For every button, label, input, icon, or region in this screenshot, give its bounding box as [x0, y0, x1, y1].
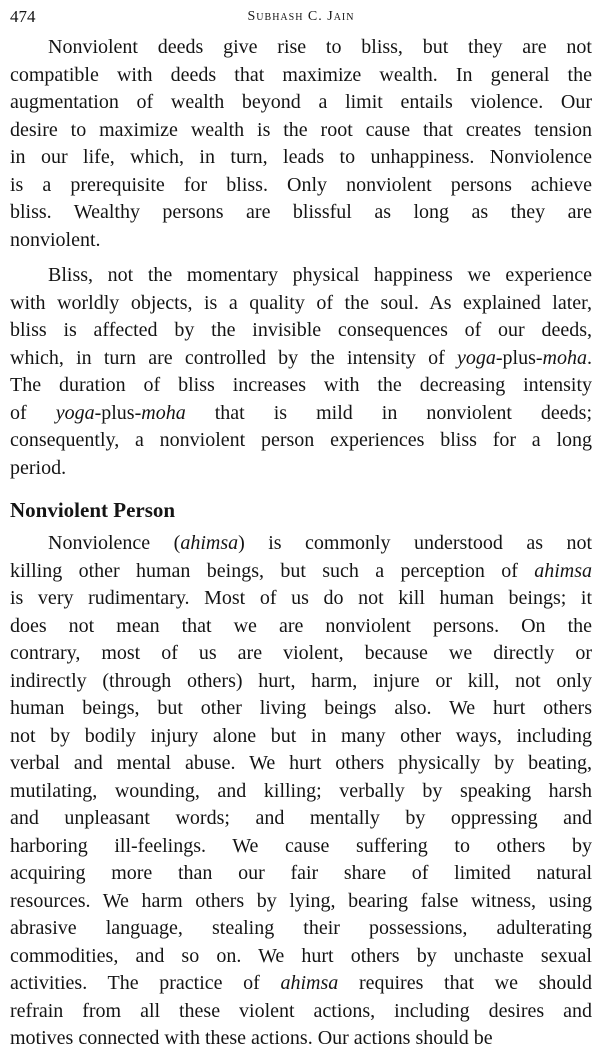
text-line: Bliss, not the momentary physical happiness we experience	[48, 264, 592, 286]
text-line: Nonviolent deeds give rise to bliss, but they are not	[48, 36, 592, 58]
text-line: does not mean that we are nonviolent persons. On the	[10, 614, 592, 637]
text-line: which, in turn are controlled by the intensity of yoga-plus-moha.	[10, 346, 592, 369]
text-line: The duration of bliss increases with the decreasing intensity	[10, 374, 592, 396]
text-line: harboring ill-feelings. We cause suffering to others by	[10, 834, 592, 857]
text-line: consequently, a nonviolent person experiences bliss for a long	[10, 429, 592, 451]
body-text	[10, 34, 592, 1053]
text-line: activities. The practice of ahimsa requires that we should	[10, 972, 592, 994]
text-line: in our life, which, in turn, leads to unhappiness. Nonviolence	[10, 146, 592, 168]
paragraph-gap	[10, 254, 592, 262]
text-line: human beings, but other living beings also. We hurt others	[10, 697, 592, 719]
text-line: motives connected with these actions. Our actions should be	[10, 1027, 493, 1049]
book-page	[10, 0, 593, 1049]
text-line: augmentation of wealth beyond a limit entails violence. Our	[10, 91, 592, 113]
text-line: is a prerequisite for bliss. Only nonviolent persons achieve	[10, 173, 592, 196]
text-line: nonviolent.	[10, 228, 101, 251]
text-line: abrasive language, stealing their possessions, adulterating	[10, 917, 592, 939]
text-line: not by bodily injury alone but in many other ways, including	[10, 724, 592, 747]
paragraph	[10, 530, 592, 1053]
text-line: bliss is affected by the invisible consequences of our deeds,	[10, 319, 592, 341]
text-line: resources. We harm others by lying, bearing false witness, using	[10, 889, 592, 912]
text-line: refrain from all these violent actions, including desires and	[10, 999, 592, 1022]
text-line: commodities, and so on. We hurt others by unchaste sexual	[10, 944, 592, 967]
text-line: killing other human beings, but such a perception of ahimsa	[10, 559, 592, 582]
text-line: verbal and mental abuse. We hurt others physically by beating,	[10, 752, 592, 774]
text-line: mutilating, wounding, and killing; verbally by speaking harsh	[10, 779, 592, 802]
text-line: acquiring more than our fair share of limited natural	[10, 862, 592, 884]
paragraph	[10, 262, 592, 482]
text-line: indirectly (through others) hurt, harm, injure or kill, not only	[10, 669, 592, 692]
text-line: contrary, most of us are violent, because we directly or	[10, 642, 592, 664]
text-line: desire to maximize wealth is the root cause that creates tension	[10, 118, 592, 141]
text-line: period.	[10, 456, 67, 479]
text-line: is very rudimentary. Most of us do not kill human beings; it	[10, 587, 592, 609]
page-number: 474	[10, 7, 36, 26]
text-line: of yoga-plus-moha that is mild in nonviolent deeds;	[10, 401, 592, 424]
running-head-author: Subhash C. Jain	[247, 9, 355, 24]
paragraph	[10, 34, 592, 254]
text-line: Nonviolence (ahimsa) is commonly understood as not	[48, 532, 593, 554]
text-line: and unpleasant words; and mentally by oppressing and	[10, 807, 592, 829]
text-line: bliss. Wealthy persons are blissful as long as they are	[10, 201, 592, 223]
text-line: with worldly objects, is a quality of the soul. As explained later,	[10, 291, 592, 314]
section-heading: Nonviolent Person	[10, 498, 176, 522]
running-head	[10, 0, 592, 34]
text-line: compatible with deeds that maximize wealth. In general the	[10, 63, 592, 86]
